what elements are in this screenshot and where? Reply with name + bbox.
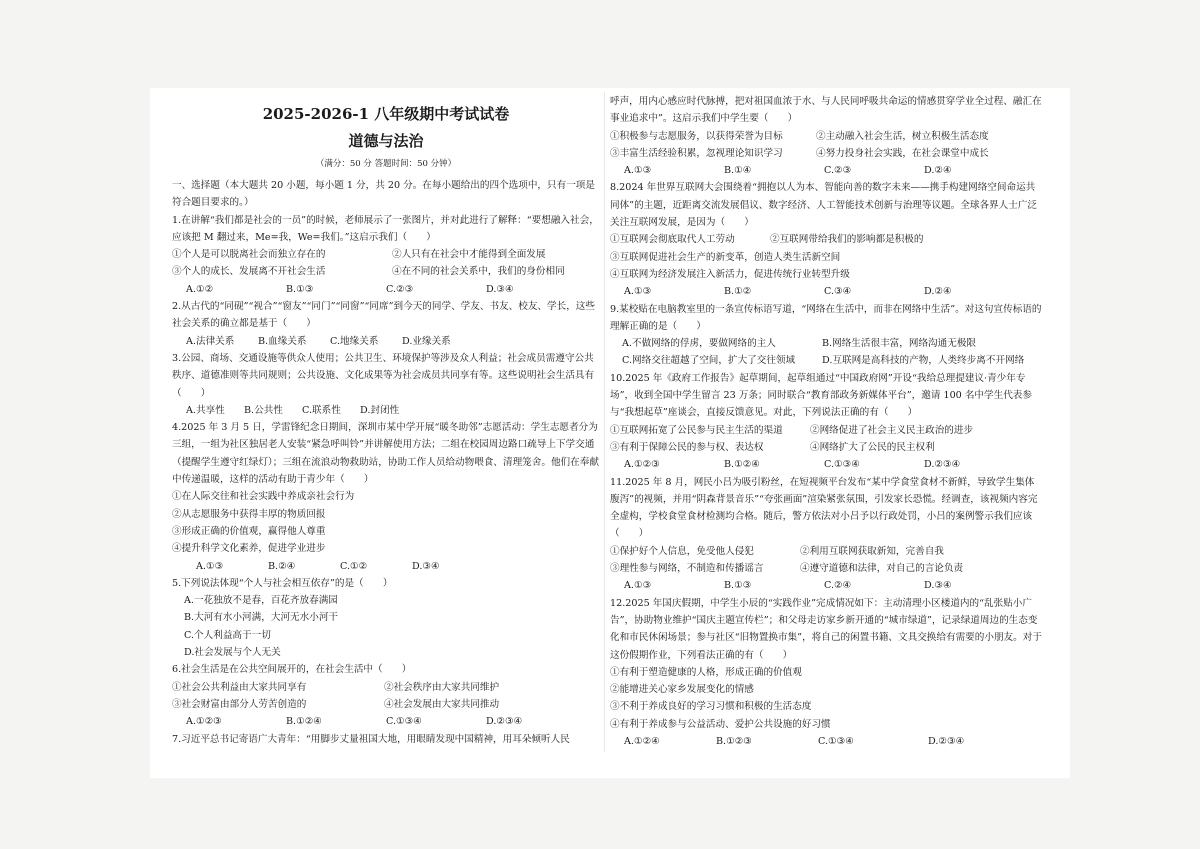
choice-b[interactable]: B.①② (724, 286, 752, 298)
choice-b[interactable]: B.①③ (724, 580, 752, 592)
choice-c[interactable]: C.地缘关系 (330, 335, 379, 347)
choice-a[interactable]: A.一花独放不是春，百花齐放春满园 (184, 595, 338, 607)
question-stem: 5.下列说法体现“个人与社会相互依存”的是（ ） (172, 577, 393, 589)
choice-c[interactable]: C.①③④ (824, 459, 860, 471)
question-stem: 8.2024 年世界互联网大会围绕着“拥抱以人为本、智能向善的数字未来——携手构建网络空间命运共同体”的主题，近距离交流发展倡议、数字经济、人工智能技术创新与治理等议题。全球各界人士广泛关注互联网发展，是因为（ ） (610, 182, 1038, 229)
question-stem: 10.2025 年《政府工作报告》起草期间，起草组通过“中国政府网”开设“我给总理提建议·青少年专场”，收到全国中学生留言 23 万条；同时联合“教育部政务新媒体平台”，邀请 100 名中学生代表参与“我想起草”座谈会，直接反馈意见。对此，下列说法正确的有（ ） (610, 372, 1032, 419)
option-statement: ④努力投身社会实践，在社会课堂中成长 (816, 147, 989, 159)
right-column (610, 93, 1042, 750)
question-10 (610, 370, 1042, 474)
question-11 (610, 474, 1042, 595)
option-statement: ③不利于养成良好的学习习惯和积极的生活态度 (610, 701, 812, 713)
question-9 (610, 301, 1042, 370)
choice-b[interactable]: B.①②③ (716, 735, 752, 747)
choice-c[interactable]: C.②③ (386, 283, 414, 295)
choice-d[interactable]: D.封闭性 (360, 404, 400, 416)
option-statement: ④网络扩大了公民的民主权利 (810, 441, 935, 453)
question-stem: 呼声，用内心感应时代脉搏，把对祖国血浓于水、与人民同呼吸共命运的情感贯穿学业全过程、融汇在事业追求中”。这启示我们中学生要（ ） (610, 96, 1042, 125)
option-statement: ④提升科学文化素养，促进学业进步 (172, 543, 326, 555)
option-statement: ④在不同的社会关系中，我们的身份相同 (392, 266, 565, 278)
exam-header (172, 98, 600, 172)
choice-a[interactable]: A.①②③ (186, 716, 222, 728)
choice-d[interactable]: D.③④ (486, 283, 514, 295)
option-statement: ②互联网带给我们的影响都是积极的 (770, 234, 924, 246)
choice-c[interactable]: C.①③④ (386, 716, 422, 728)
option-statement: ①有利于塑造健康的人格，形成正确的价值观 (610, 666, 802, 678)
question-stem: 2.从古代的“同砚”“视合”“窗友”“同门”“同窗”“同席”到今天的同学、学友、书友、校友、学长，这些社会关系的确立都是基于（ ） (172, 301, 595, 330)
choice-b[interactable]: B.公共性 (244, 404, 283, 416)
section-intro: 一、选择题（本大题共 20 小题，每小题 1 分，共 20 分。在每小题给出的四个选项中，只有一项是符合题目要求的。） (172, 180, 595, 209)
option-statement: ③有利于保障公民的参与权、表达权 (610, 441, 764, 453)
question-5 (172, 575, 600, 661)
choice-a[interactable]: A.①③ (624, 165, 652, 177)
choice-a[interactable]: A.①③ (196, 560, 224, 572)
option-statement: ③社会财富由部分人劳苦创造的 (172, 698, 307, 710)
choice-b[interactable]: B.①④ (724, 165, 752, 177)
question-3 (172, 350, 600, 419)
question-stem: 6.社会生活是在公共空间展开的，在社会生活中（ ） (172, 664, 412, 676)
choice-b[interactable]: B.①②④ (286, 716, 322, 728)
choice-a[interactable]: A.①②④ (624, 735, 660, 747)
option-statement: ①互联网会彻底取代人工劳动 (610, 234, 735, 246)
choice-d[interactable]: D.社会发展与个人无关 (184, 647, 281, 659)
column-divider (604, 92, 605, 752)
choice-a[interactable]: A.①③ (624, 286, 652, 298)
exam-meta: （满分：50 分 答题时间：50 分钟） (315, 159, 457, 169)
choice-d[interactable]: D.②③④ (924, 459, 961, 471)
question-4 (172, 419, 600, 575)
option-statement: ③形成正确的价值观，赢得他人尊重 (172, 525, 326, 537)
choice-b[interactable]: B.②④ (268, 560, 296, 572)
option-statement: ④社会发展由大家共同推动 (384, 698, 500, 710)
choice-b[interactable]: B.①③ (286, 283, 314, 295)
choice-c[interactable]: C.①③④ (818, 735, 854, 747)
option-statement: ④互联网为经济发展注入新活力，促进传统行业转型升级 (610, 268, 850, 280)
option-statement: ①社会公共利益由大家共同享有 (172, 681, 307, 693)
question-stem: 12.2025 年国庆假期，中学生小辰的“实践作业”完成情况如下：主动清理小区楼道内的“乱张贴小广告”，协助物业维护“国庆主题宣传栏”；和父母走访家乡新开通的“城市绿道”，记录绿道周边的生态变化和市民休闲场景；参与社区“旧物置换市集”，将自己的闲置书籍、文具交换给有需要的小朋友。对于这份假期作业，下列看法正确的有（ ） (610, 597, 1042, 661)
choice-c[interactable]: C.个人利益高于一切 (184, 629, 271, 641)
option-statement: ①在人际交往和社会实践中养成亲社会行为 (172, 491, 355, 503)
choice-d[interactable]: D.②④ (924, 286, 952, 298)
question-2 (172, 298, 600, 350)
option-statement: ①个人是可以脱离社会而独立存在的 (172, 249, 326, 261)
choice-d[interactable]: D.互联网是高科技的产物，人类终步离不开网络 (822, 355, 1025, 367)
option-statement: ②社会秩序由大家共同维护 (384, 681, 500, 693)
option-statement: ④遵守道德和法律，对自己的言论负责 (800, 563, 964, 575)
option-statement: ①保护好个人信息，免受他人侵犯 (610, 545, 754, 557)
choice-d[interactable]: D.②③④ (928, 735, 965, 747)
option-statement: ②人只有在社会中才能得到全面发展 (392, 249, 546, 261)
option-statement: ②能增进关心家乡发展变化的情感 (610, 684, 754, 696)
question-7-stem-start: 7.习近平总书记寄语广大青年：“用脚步丈量祖国大地，用眼睛发现中国精神，用耳朵倾听人民 (172, 733, 570, 745)
choice-d[interactable]: D.③④ (412, 560, 440, 572)
subject-title: 道德与法治 (348, 132, 424, 150)
choice-b[interactable]: B.网络生活很丰富，网络沟通无极限 (822, 338, 977, 350)
choice-d[interactable]: D.③④ (924, 580, 952, 592)
question-stem: 9.某校贴在电脑教室里的一条宣传标语写道，“网络在生活中，而非在网络中生活”。对这句宣传标语的理解正确的是（ ） (610, 303, 1042, 332)
option-statement: ②利用互联网获取新知，完善自我 (800, 545, 944, 557)
question-8 (610, 179, 1042, 300)
choice-b[interactable]: B.①②④ (724, 459, 760, 471)
choice-a[interactable]: A.不做网络的俘虏，要做网络的主人 (622, 338, 776, 350)
choice-a[interactable]: A.共享性 (186, 404, 225, 416)
choice-c[interactable]: C.①② (340, 560, 368, 572)
choice-d[interactable]: D.②④ (924, 165, 952, 177)
question-7 (610, 93, 1042, 179)
choice-a[interactable]: A.①③ (624, 580, 652, 592)
option-statement: ①积极参与志愿服务，以获得荣誉为目标 (610, 130, 783, 142)
choice-a[interactable]: A.①②③ (624, 459, 660, 471)
option-statement: ③互联网促进社会生产的新变革，创造人类生活新空间 (610, 251, 841, 263)
option-statement: ③理性参与网络，不制造和传播谣言 (610, 563, 764, 575)
option-statement: ③丰富生活经验积累，忽视理论知识学习 (610, 147, 783, 159)
choice-c[interactable]: C.②④ (824, 580, 852, 592)
question-6 (172, 661, 600, 730)
option-statement: ③个人的成长、发展离不开社会生活 (172, 266, 326, 278)
left-column (172, 177, 600, 748)
option-statement: ①互联网拓宽了公民参与民主生活的渠道 (610, 424, 783, 436)
choice-d[interactable]: D.②③④ (486, 716, 523, 728)
question-stem: 1.在讲解“我们都是社会的一员”的时候，老师展示了一张图片，并对此进行了解释：“要想融入社会，应该把 M 翻过来，Me=我，We=我们。”这启示我们（ ） (172, 214, 599, 243)
question-stem: 3.公园、商场、交通设施等供众人使用；公共卫生、环境保护等涉及众人利益；社会成员需遵守公共秩序、道德准则等共同规则；公共设施、文化成果等为社会成员共同享有等。这些说明社会生活具有（ ） (172, 352, 595, 399)
question-12 (610, 595, 1042, 751)
question-stem: 11.2025 年 8 月，网民小吕为吸引粉丝，在短视频平台发布“某中学食堂食材不新鲜，导致学生集体腹泻”的视频，并用“阴森背景音乐”“夸张画面”渲染紧张氛围，引发家长恐慌。经调查，该视频内容完全虚构，学校食堂食材检测均合格。随后，警方依法对小吕予以行政处罚，小吕的案例警示我们应该（ ） (610, 476, 1038, 540)
option-statement: ②主动融入社会生活，树立积极生活态度 (816, 130, 989, 142)
choice-a[interactable]: A.法律关系 (186, 335, 235, 347)
exam-title: 2025-2026-1 八年级期中考试试卷 (262, 105, 510, 123)
question-1 (172, 212, 600, 298)
choice-c[interactable]: C.网络交往超越了空间，扩大了交往领域 (622, 355, 796, 367)
choice-b[interactable]: B.大河有水小河满，大河无水小河干 (184, 612, 339, 624)
option-statement: ②从志愿服务中获得丰厚的物质回报 (172, 508, 326, 520)
choice-c[interactable]: C.②③ (824, 165, 852, 177)
choice-a[interactable]: A.①② (186, 283, 214, 295)
choice-c[interactable]: C.③④ (824, 286, 852, 298)
choice-c[interactable]: C.联系性 (302, 404, 341, 416)
option-statement: ④有利于养成参与公益活动、爱护公共设施的好习惯 (610, 718, 831, 730)
question-stem: 4.2025 年 3 月 5 日，学雷锋纪念日期间，深圳市某中学开展“暖冬助邻”志愿活动：学生志愿者分为三组，一组为社区独居老人安装“紧急呼叫铃”并讲解使用方法；二组在校园周边路口疏导上下学交通（提醒学生遵守红绿灯）；三组在流浪动物救助站，协助工作人员给动物喂食、清理笼舍。他们在奉献中传递温暖，这样的活动有助于青少年（ ） (172, 422, 599, 486)
option-statement: ②网络促进了社会主义民主政治的进步 (810, 424, 974, 436)
choice-d[interactable]: D.业缘关系 (402, 335, 451, 347)
choice-b[interactable]: B.血缘关系 (258, 335, 307, 347)
